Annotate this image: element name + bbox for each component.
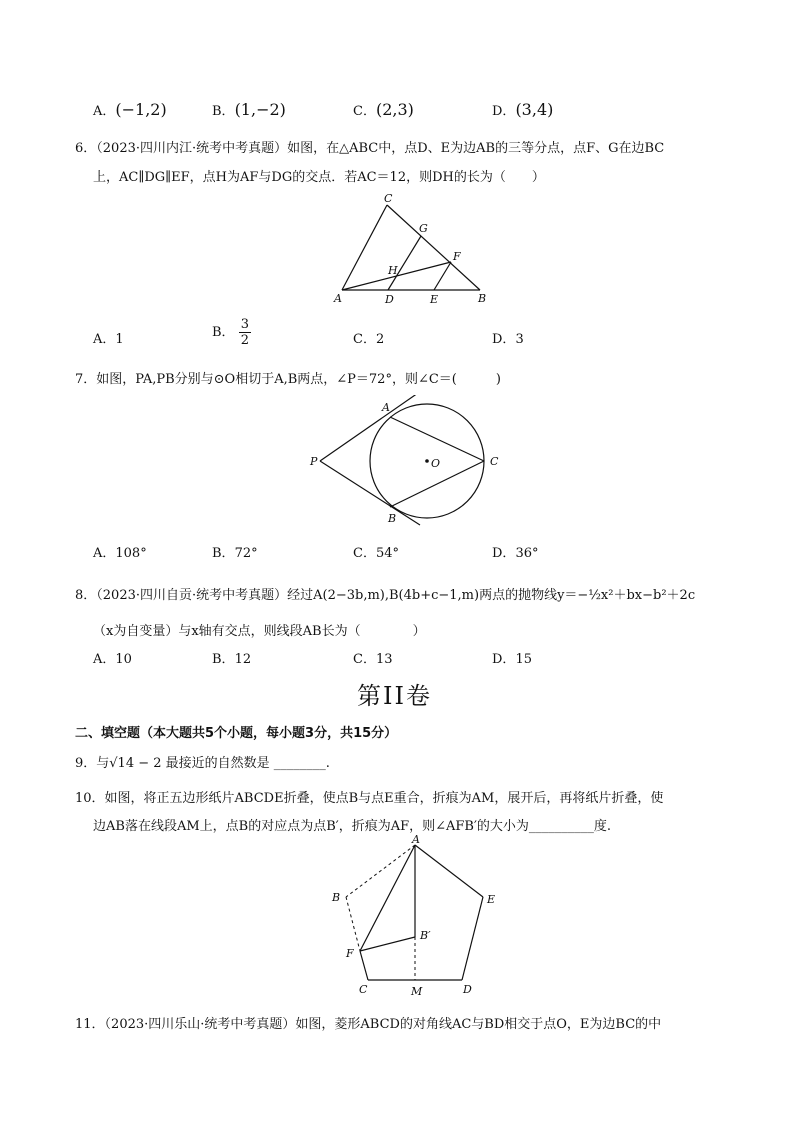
option-value: (2,3) — [375, 100, 414, 119]
label-a: A — [334, 292, 342, 305]
q10-stem-line1: 10．如图，将正五边形纸片ABCDE折叠，使点B与点E重合，折痕为AM，展开后，再将纸片折叠，使 — [75, 791, 664, 806]
option-value: 15 — [515, 652, 532, 667]
q8-stem-line1: 8．（2023·四川自贡·统考中考真题）经过A(2−3b,m),B(4b+c−1,m)两点的抛物线y＝−½x²＋bx−b²＋2c — [75, 588, 696, 603]
q6-option-d — [492, 328, 524, 347]
option-value: 13 — [375, 652, 393, 667]
label-d: D — [385, 293, 394, 305]
label-e: E — [430, 293, 439, 305]
label-f: F — [453, 250, 461, 263]
q7-option-a — [93, 542, 147, 561]
option-letter: D． — [492, 546, 516, 561]
q6-stem-line2: 上，AC∥DG∥EF，点H为AF与DG的交点．若AC＝12，则DH的长为（ ） — [93, 170, 545, 185]
option-letter: D． — [492, 332, 516, 347]
volume-title: 第II卷 — [357, 682, 432, 710]
q6-option-c — [353, 328, 384, 347]
q6-stem-line1: 6．（2023·四川内江·统考中考真题）如图，在△ABC中，点D、E为边AB的三等分点，点F、G在边BC — [75, 141, 665, 156]
option-letter: D． — [492, 652, 516, 667]
option-letter: C． — [353, 332, 376, 347]
label-b: B — [388, 512, 397, 525]
q7-option-b — [212, 542, 258, 561]
q5-option-b — [212, 100, 286, 119]
option-value: 72° — [234, 546, 258, 561]
label-b-prime: B′ — [420, 929, 431, 942]
option-letter: B． — [212, 325, 235, 340]
label-h: H — [388, 264, 398, 277]
option-value: 10 — [115, 652, 132, 667]
option-value: 36° — [515, 546, 539, 561]
q8-option-c — [353, 648, 393, 667]
option-letter: A． — [93, 104, 116, 119]
label-c: C — [384, 192, 393, 205]
label-g: G — [419, 222, 428, 235]
circle-tangent-figure — [300, 395, 520, 530]
option-value: 2 — [375, 332, 385, 347]
option-letter: C． — [353, 546, 376, 561]
q10-stem-line2: 边AB落在线段AM上，点B的对应点为点B′，折痕为AF，则∠AFB′的大小为__________度. — [93, 819, 612, 834]
option-value: (−1,2) — [115, 100, 167, 119]
q8-option-d — [492, 648, 532, 667]
label-e: E — [487, 893, 496, 906]
option-letter: A． — [93, 332, 116, 347]
option-value: (3,4) — [515, 100, 554, 119]
option-letter: C． — [353, 104, 376, 119]
section-heading: 二、填空题（本大题共5个小题，每小题3分，共15分） — [75, 726, 398, 741]
option-letter: B． — [212, 652, 235, 667]
q5-option-a — [93, 100, 167, 119]
pentagon-figure — [328, 835, 508, 1000]
q10-figure — [328, 835, 508, 1000]
option-value: 108° — [115, 546, 147, 561]
option-value: 54° — [375, 546, 399, 561]
option-letter: B． — [212, 104, 235, 119]
q5-option-c — [353, 100, 414, 119]
q6-option-b — [212, 318, 251, 347]
q7-stem: 7．如图，PA,PB分别与⊙O相切于A,B两点，∠P＝72°，则∠C＝( ) — [75, 372, 501, 387]
option-value: 12 — [234, 652, 252, 667]
option-value: 3 — [515, 332, 524, 347]
q11-stem: 11．（2023·四川乐山·统考中考真题）如图，菱形ABCD的对角线AC与BD相交于点O，E为边BC的中 — [75, 1017, 662, 1032]
label-a: A — [412, 835, 420, 846]
label-o: O — [431, 457, 441, 470]
q7-option-c — [353, 542, 399, 561]
label-p: P — [310, 455, 318, 468]
option-value: 1 — [115, 332, 124, 347]
option-letter: A． — [93, 652, 116, 667]
option-value: (1,−2) — [234, 100, 286, 119]
label-m: M — [411, 985, 423, 998]
option-letter: C． — [353, 652, 376, 667]
q6-option-a — [93, 328, 124, 347]
q5-option-d — [492, 100, 553, 119]
numerator: 3 — [240, 317, 249, 332]
label-c: C — [490, 455, 499, 468]
q6-figure — [330, 190, 500, 305]
fraction — [239, 318, 251, 347]
denominator: 2 — [240, 333, 249, 348]
label-d: D — [463, 983, 472, 996]
label-b: B — [478, 292, 487, 305]
q8-option-b — [212, 648, 251, 667]
triangle-figure — [330, 190, 500, 305]
label-a: A — [382, 401, 390, 414]
label-f: F — [346, 947, 354, 960]
label-c: C — [359, 983, 368, 996]
option-letter: A． — [93, 546, 116, 561]
label-b: B — [332, 891, 341, 904]
option-letter: B． — [212, 546, 235, 561]
q9-stem: 9．与√14 − 2 最接近的自然数是 ________. — [75, 756, 330, 771]
option-letter: D． — [492, 104, 516, 119]
q7-figure — [300, 395, 520, 530]
q7-option-d — [492, 542, 538, 561]
q8-stem-line2: （x为自变量）与x轴有交点，则线段AB长为（ ） — [93, 624, 426, 639]
q8-option-a — [93, 648, 132, 667]
